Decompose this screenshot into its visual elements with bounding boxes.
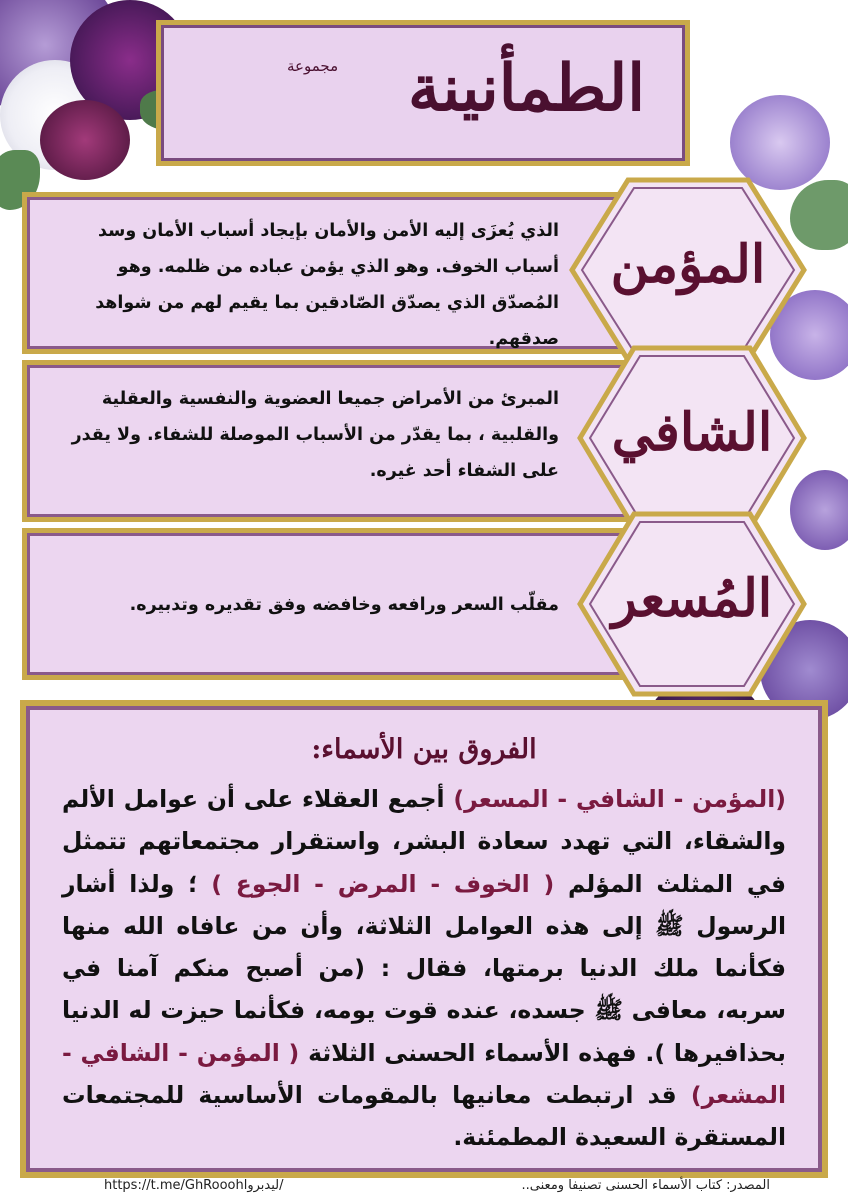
name-card-almumin <box>22 192 642 354</box>
name-title: الشافي <box>611 402 773 463</box>
source-credit: المصدر: كتاب الأسماء الحسنى تصنيفا ومعنى.. <box>521 1178 770 1193</box>
differences-title: الفروق بين الأسماء: <box>311 734 537 765</box>
name-title: المؤمن <box>610 234 766 295</box>
names-highlight: ( المؤمن - الشافي - المشعر) <box>62 1038 786 1110</box>
page-subtitle: مجموعة <box>287 57 339 75</box>
link-prefix: ليدبروا/ <box>243 1178 284 1193</box>
name-card-almusir <box>22 528 642 680</box>
name-card-alshafi <box>22 360 642 522</box>
title-banner <box>156 20 690 166</box>
paragraph-text: ؛ ولذا أشار الرسول ﷺ إلى هذه العوامل الثلاثة، وأن من عافاه الله منها فكأنما ملك الدنيا برمتها، فقال : (من أصبح منكم آمنا في سربه، معافى ﷺ جسده، عنده قوت يومه، فكأنما حيزت له الدنيا بحذافيرها ). فهذه الأسماء الحسنى الثلاثة <box>62 869 786 1067</box>
paragraph-text: قد ارتبطت معانيها بالمقومات الأساسية للمجتمعات المستقرة السعيدة المطمئنة. <box>62 1081 786 1152</box>
name-title: المُسعر <box>611 568 773 629</box>
name-description: المبرئ من الأمراض جميعا العضوية والنفسية والعقلية والقلبية ، بما يقدّر من الأسباب الموصلة للشفاء. ولا يقدر على الشفاء أحد غيره. <box>71 389 559 481</box>
paragraph-text: أجمع العقلاء على أن عوامل الألم والشقاء، التي تهدد سعادة البشر، واستقرار مجتمعاتهم تتمثل في المثلث المؤلم <box>62 785 787 898</box>
name-hexagon-almusir <box>576 510 808 698</box>
name-description: الذي يُعزَى إليه الأمن والأمان بإيجاد أسباب الأمان وسد أسباب الخوف. وهو الذي يؤمن عباده من ظلمه. وهو المُصدّق الذي يصدّق الصّادقين بما يقيم لهم من شواهد صدقهم. <box>95 221 559 349</box>
triangle-highlight: ( الخوف - المرض - الجوع ) <box>211 869 555 898</box>
link-url[interactable]: https://t.me/GhRoooh <box>104 1178 244 1193</box>
differences-paragraph <box>62 778 786 1159</box>
name-description: مقلّب السعر ورافعه وخافضه وفق تقديره وتدبيره. <box>129 595 559 615</box>
name-hexagon-alshafi <box>576 344 808 532</box>
telegram-link[interactable] <box>104 1178 284 1193</box>
name-hexagon-almumin <box>568 176 808 364</box>
names-highlight: (المؤمن - الشافي - المسعر) <box>453 785 786 813</box>
differences-panel <box>20 700 828 1178</box>
page-title: الطمأنينة <box>407 51 645 126</box>
